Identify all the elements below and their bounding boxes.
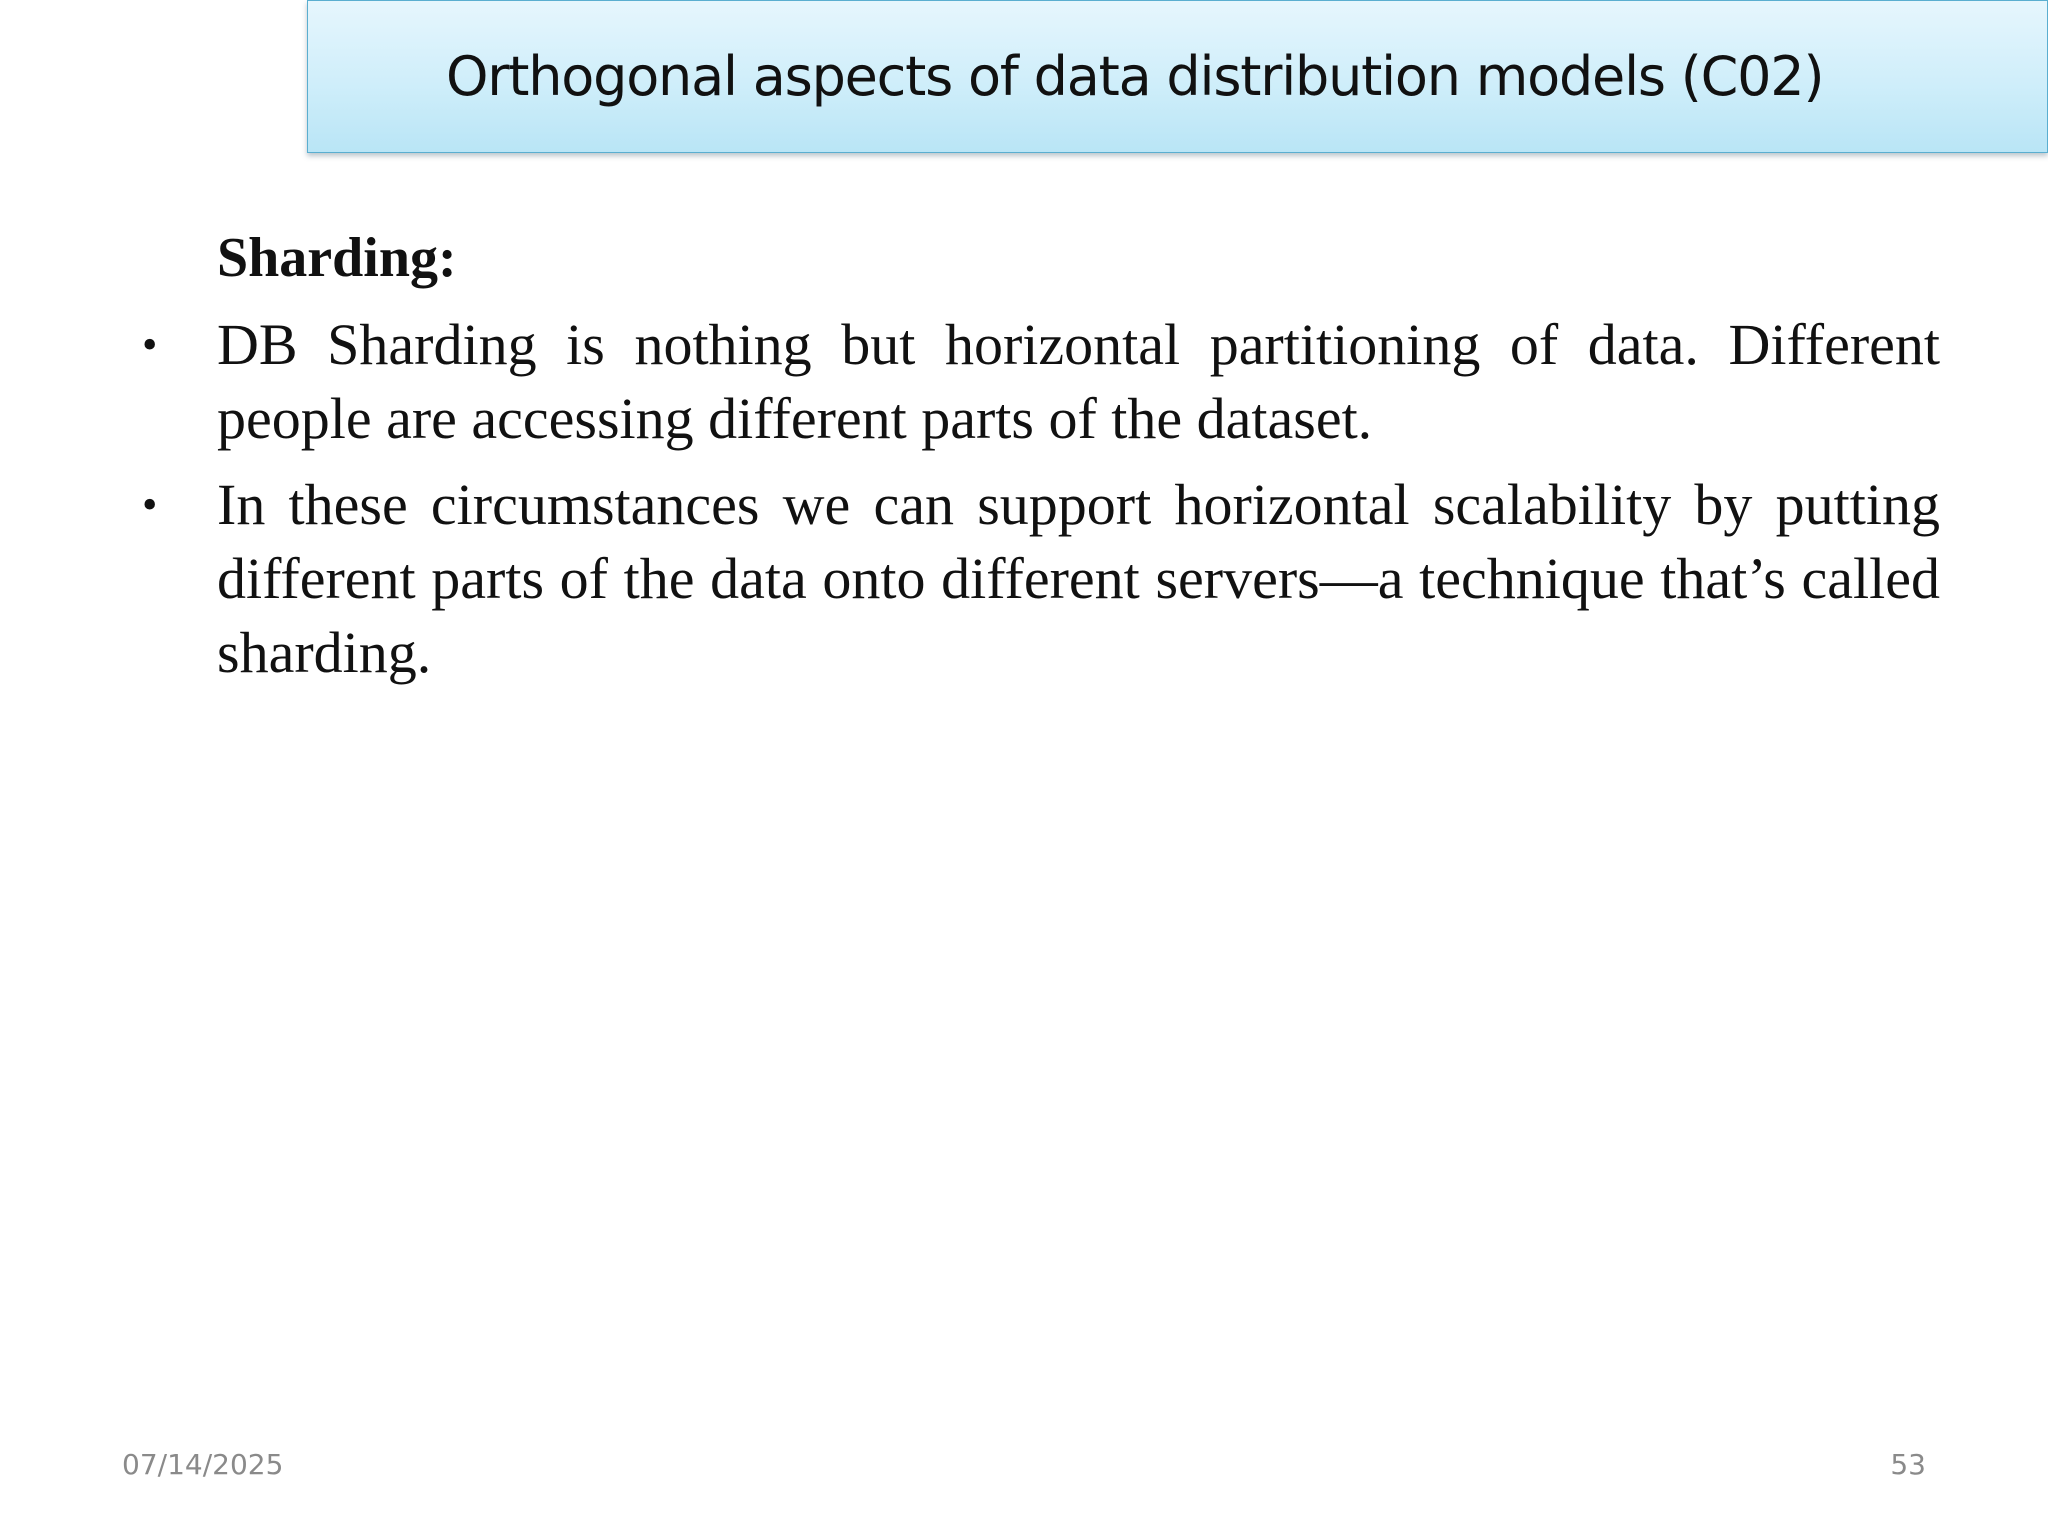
page-number: 53	[1890, 1448, 1926, 1481]
bullet-item	[140, 308, 1940, 456]
bullet-icon: •	[142, 480, 158, 529]
bullet-icon: •	[142, 320, 158, 369]
bullet-text: In these circumstances we can support horizontal scalability by putting different parts of the data onto different servers—a technique that’s called sharding.	[217, 472, 1940, 685]
title-banner	[307, 0, 2048, 153]
slide-content	[140, 222, 1940, 702]
bullet-item	[140, 468, 1940, 690]
bullet-list	[140, 308, 1940, 690]
section-heading: Sharding:	[217, 227, 457, 289]
slide-title: Orthogonal aspects of data distribution models (C02)	[446, 45, 1824, 108]
bullet-text: DB Sharding is nothing but horizontal partitioning of data. Different people are accessing different parts of the dataset.	[217, 312, 1940, 451]
footer-date: 07/14/2025	[122, 1448, 284, 1481]
